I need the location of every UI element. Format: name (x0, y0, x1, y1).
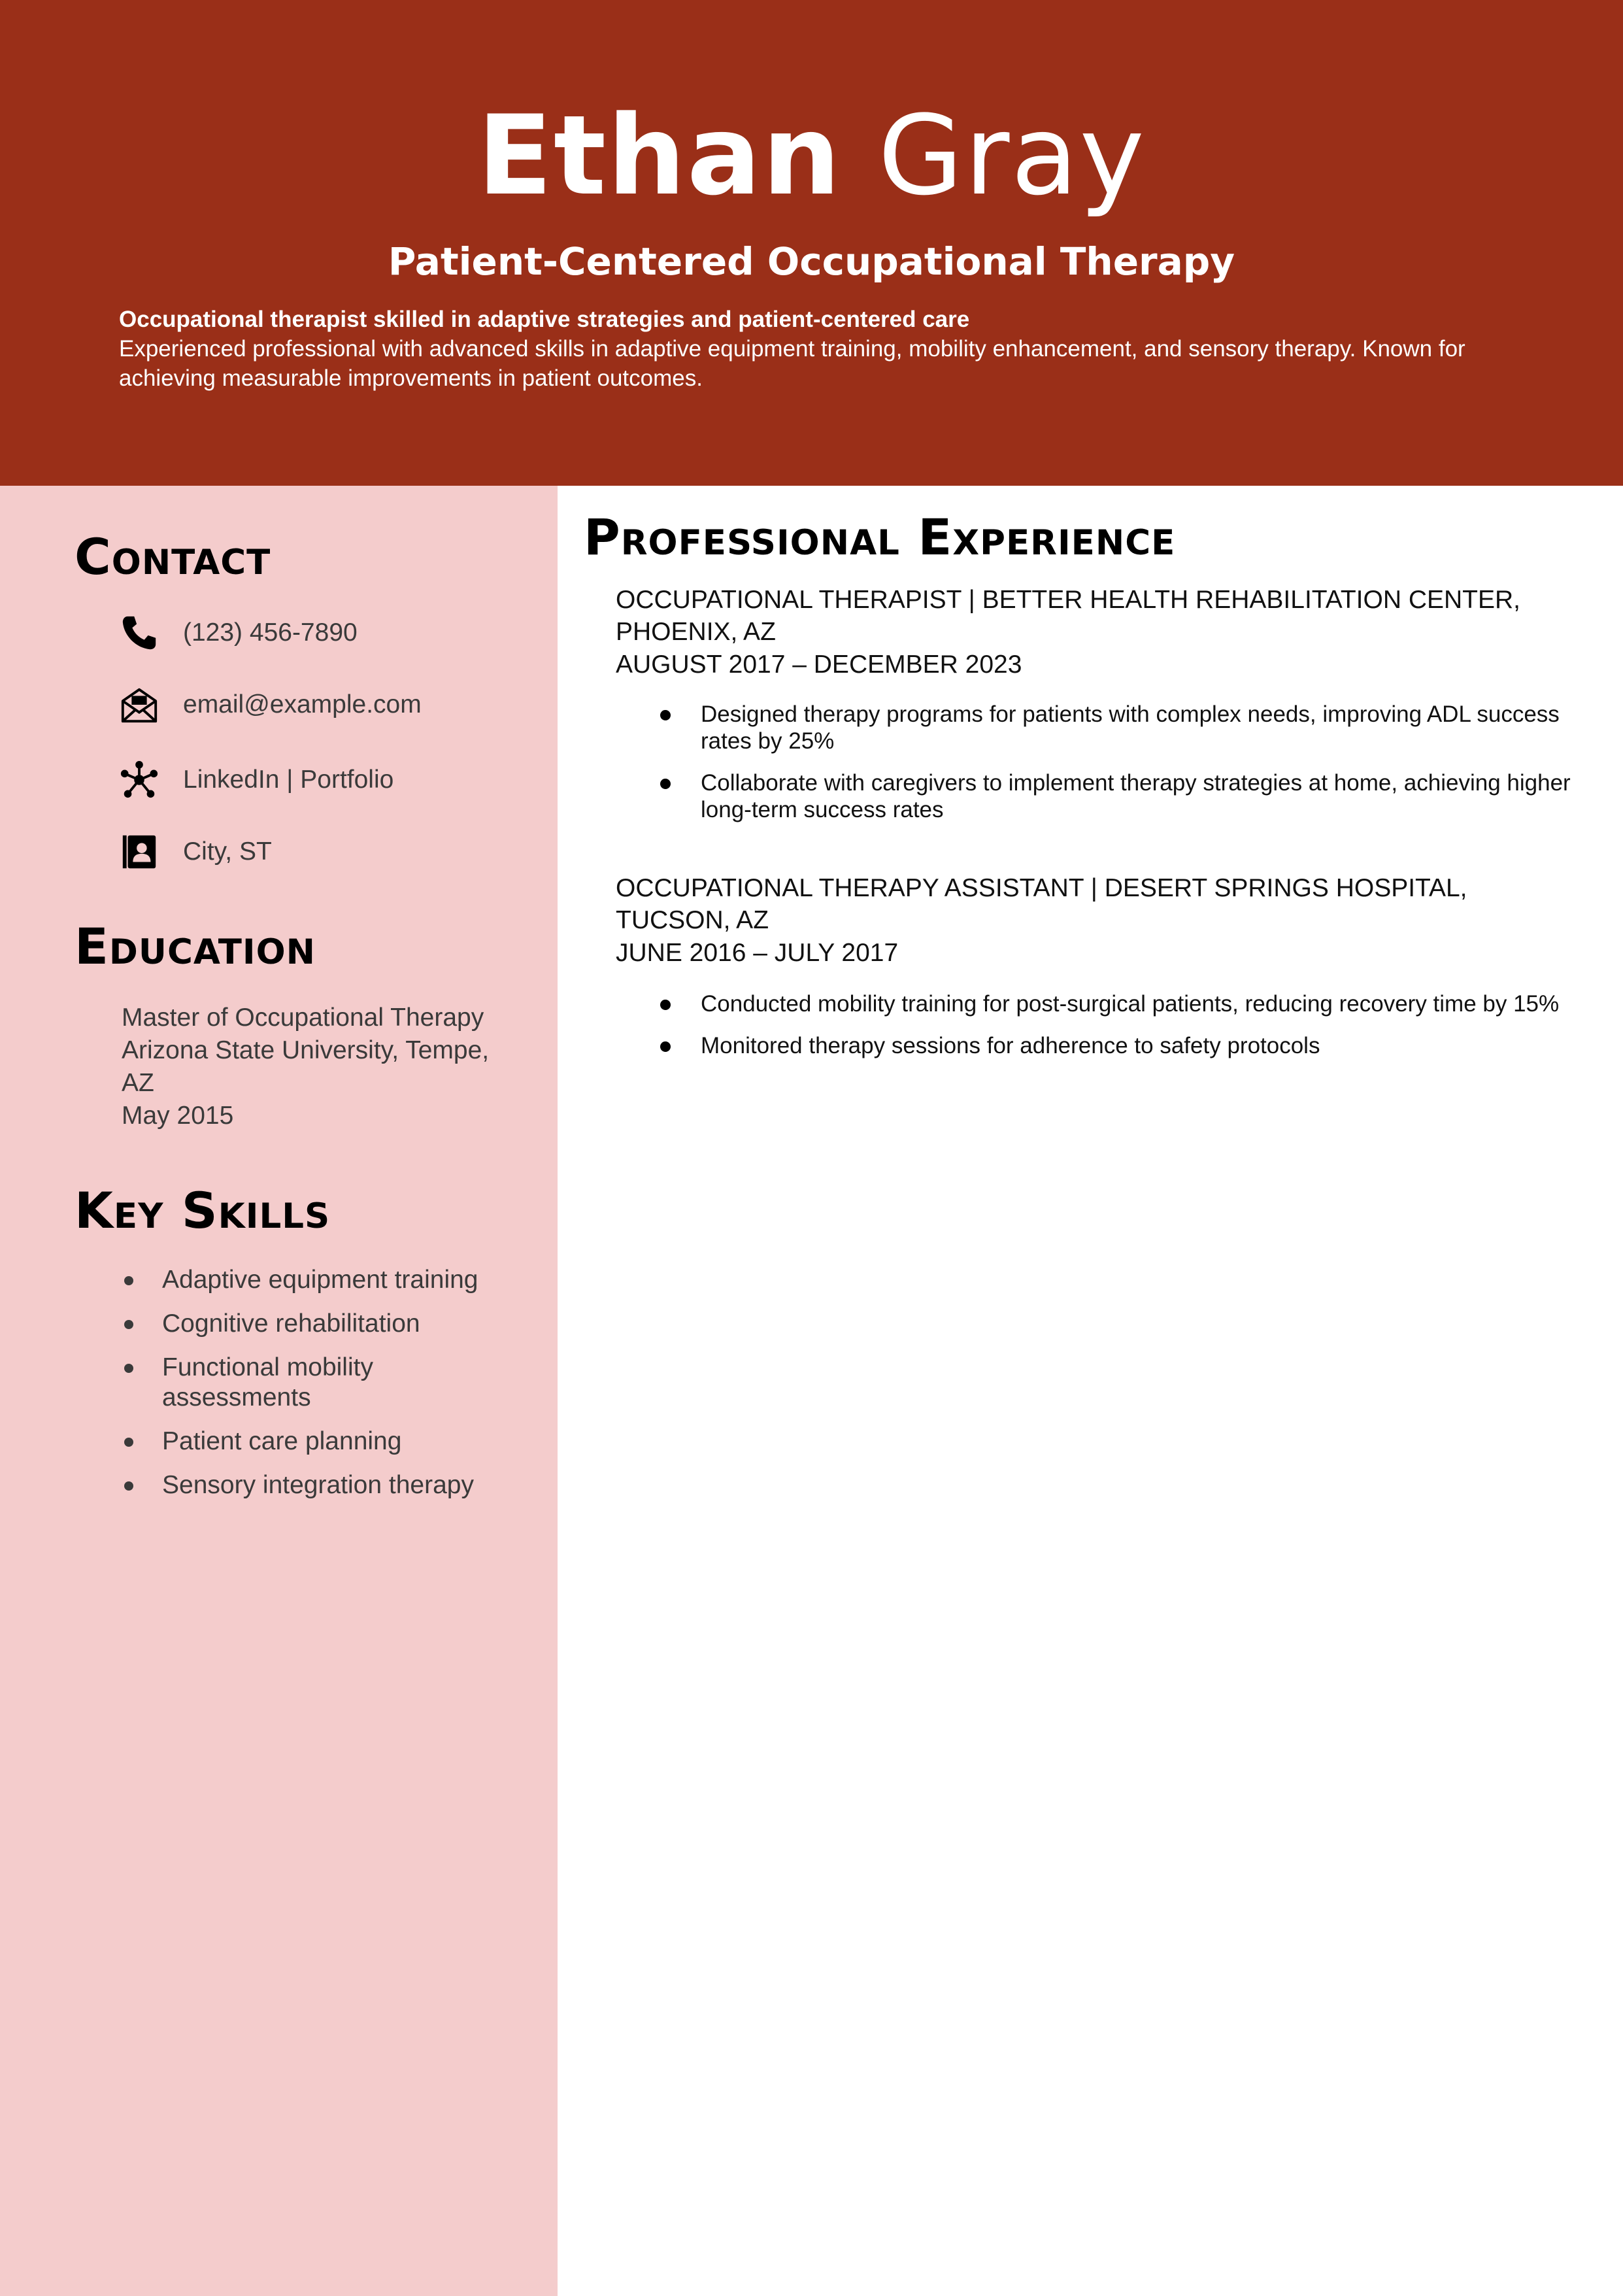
education-degree: Master of Occupational Therapy (122, 1004, 484, 1032)
network-icon (119, 760, 159, 800)
first-name: Ethan (477, 92, 842, 220)
phone-icon (119, 613, 159, 653)
list-item: Sensory integration therapy (122, 1470, 527, 1500)
contact-phone (119, 610, 537, 656)
education-school: Arizona State University, Tempe, AZ (122, 1036, 490, 1097)
list-item: Cognitive rehabilitation (122, 1309, 527, 1339)
envelope-icon (119, 684, 159, 725)
education-date: May 2015 (122, 1102, 234, 1130)
skills-heading: Key Skills (75, 1181, 331, 1240)
job-title: OCCUPATIONAL THERAPY ASSISTANT | DESERT SPRINGS HOSPITAL, TUCSON, AZ (616, 874, 1467, 934)
headline: Patient-Centered Occupational Therapy (388, 239, 1235, 284)
list-item: Designed therapy programs for patients with complex needs, improving ADL success rates by 25% (701, 701, 1583, 754)
list-item: Patient care planning (122, 1427, 527, 1457)
header-banner (0, 0, 1623, 486)
skills-list (122, 1265, 527, 1514)
job-dates: AUGUST 2017 – DECEMBER 2023 (616, 650, 1022, 679)
list-item: Monitored therapy sessions for adherence to safety protocols (701, 1032, 1583, 1059)
links-text: LinkedIn | Portfolio (183, 766, 394, 794)
contact-heading: Contact (75, 528, 271, 586)
address-book-icon (119, 832, 159, 872)
candidate-name (0, 90, 1623, 221)
phone-text: (123) 456-7890 (183, 618, 358, 647)
contact-email (119, 682, 537, 728)
summary (119, 305, 1518, 393)
location-text: City, ST (183, 837, 272, 866)
education-entry (122, 1002, 527, 1132)
job-bullets (701, 990, 1583, 1074)
contact-links (119, 757, 537, 803)
list-item: Functional mobility assessments (122, 1353, 527, 1413)
list-item: Conducted mobility training for post-surgical patients, reducing recovery time by 15% (701, 990, 1583, 1017)
list-item: Collaborate with caregivers to implement therapy strategies at home, achieving higher long-term success rates (701, 769, 1583, 823)
last-name: Gray (878, 92, 1146, 220)
contact-location (119, 829, 537, 875)
summary-lead: Occupational therapist skilled in adaptive strategies and patient-centered care (119, 307, 970, 332)
job-dates: JUNE 2016 – JULY 2017 (616, 939, 899, 967)
experience-heading: Professional Experience (584, 508, 1176, 566)
job-title: OCCUPATIONAL THERAPIST | BETTER HEALTH REHABILITATION CENTER, PHOENIX, AZ (616, 586, 1521, 646)
email-text: email@example.com (183, 690, 422, 718)
education-heading: Education (75, 917, 316, 975)
summary-body: Experienced professional with advanced skills in adaptive equipment training, mobility enhancement, and sensory therapy. Known for achieving measurable improvements in patient outcomes. (119, 336, 1465, 391)
list-item: Adaptive equipment training (122, 1265, 527, 1295)
job-bullets (701, 701, 1583, 838)
